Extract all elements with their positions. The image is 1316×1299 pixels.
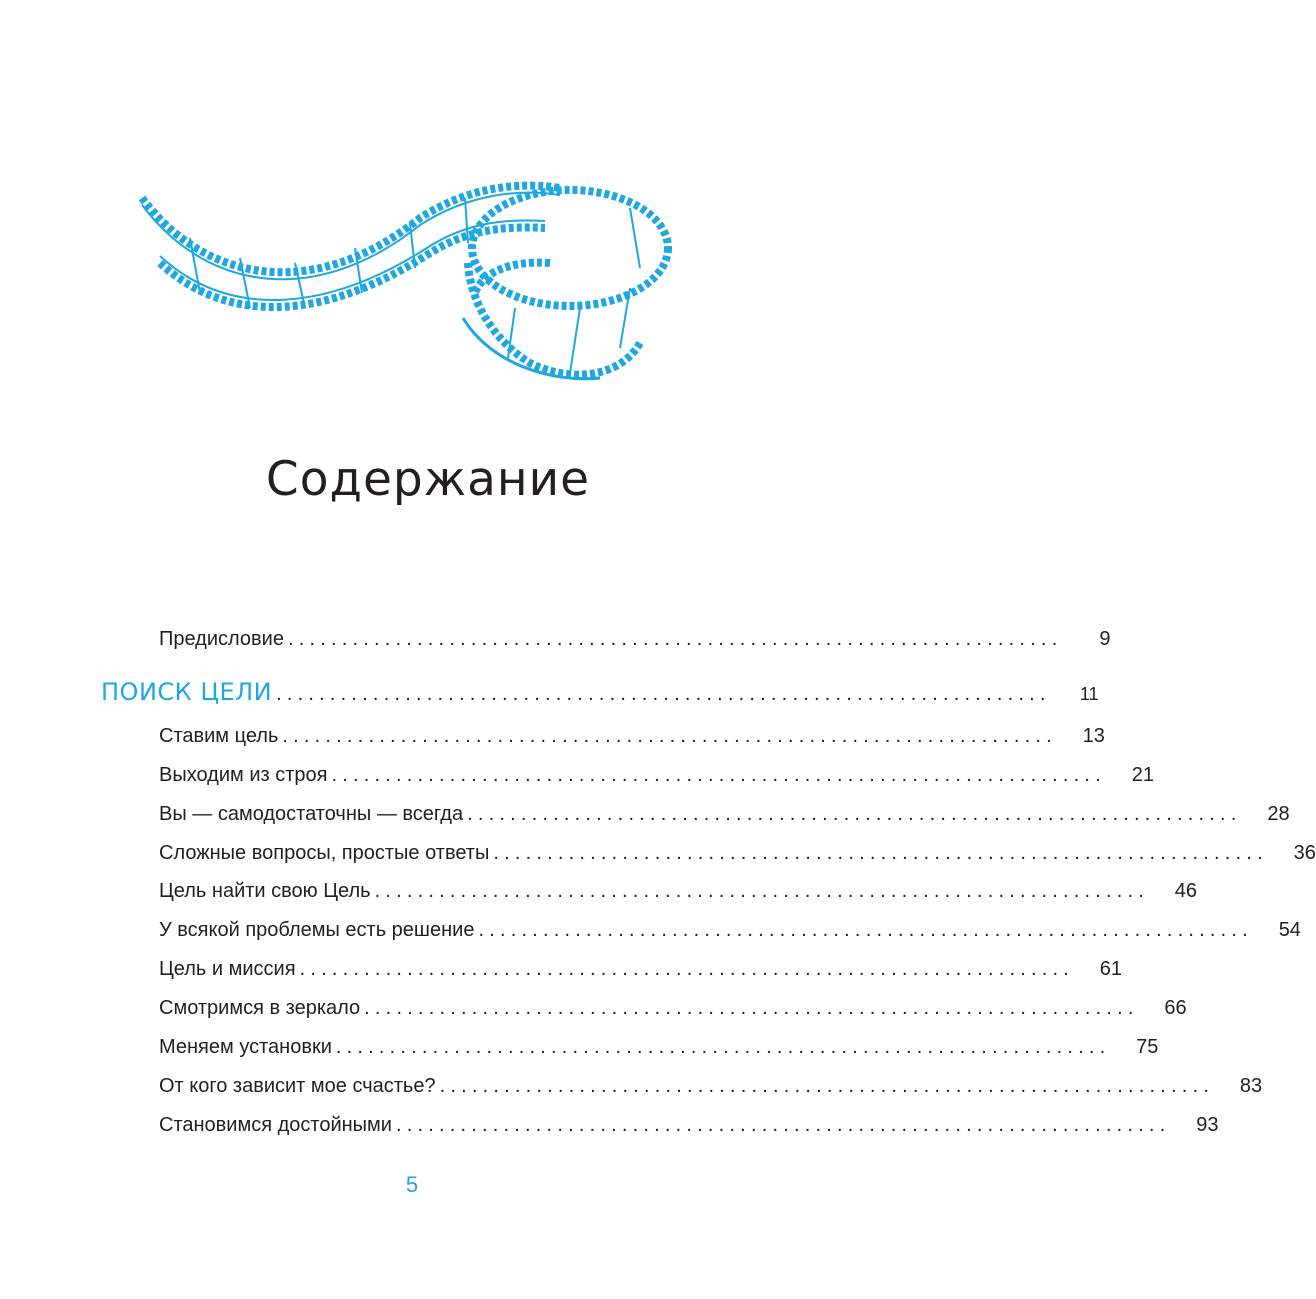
toc-entry-label: Ставим цель bbox=[159, 725, 279, 747]
toc-entry-label: Сложные вопросы, простые ответы bbox=[159, 842, 490, 864]
toc-entry-label: Выходим из строя bbox=[159, 764, 328, 786]
toc-entry-label: От кого зависит мое счастье? bbox=[159, 1075, 436, 1097]
toc-entry-page: 66 bbox=[1164, 997, 1187, 1019]
leader-dots: ........................................................................ bbox=[395, 1114, 1171, 1136]
toc-entry-label: Смотримся в зеркало bbox=[159, 997, 361, 1019]
leader-dots: ........................................................................ bbox=[282, 725, 1057, 747]
toc-entry-page: 36 bbox=[1293, 842, 1316, 864]
toc-entry-page: 93 bbox=[1196, 1114, 1219, 1136]
toc-entry bbox=[159, 996, 1187, 1020]
toc-entry-page: 83 bbox=[1239, 1075, 1263, 1097]
section-page: 11 bbox=[1079, 684, 1099, 704]
leader-dots: ........................................................................ bbox=[467, 803, 1242, 825]
toc-section-heading bbox=[101, 678, 1099, 706]
toc-entry-preface bbox=[159, 627, 1111, 651]
leader-dots: ........................................................................ bbox=[299, 958, 1075, 980]
film-strip-icon bbox=[130, 168, 690, 398]
leader-dots: ........................................................................ bbox=[276, 683, 1051, 705]
toc-entry bbox=[159, 1113, 1219, 1137]
leader-dots: ........................................................................ bbox=[287, 628, 1063, 650]
toc-entry-page: 21 bbox=[1131, 764, 1154, 786]
toc-entry-label: У всякой проблемы есть решение bbox=[159, 919, 475, 941]
section-title: ПОИСК ЦЕЛИ bbox=[101, 678, 273, 706]
toc-entry bbox=[159, 957, 1123, 981]
toc-entry-label: Становимся достойными bbox=[159, 1114, 392, 1136]
toc-entry bbox=[159, 1035, 1159, 1059]
toc-entry bbox=[159, 841, 1316, 865]
toc-entry bbox=[159, 763, 1154, 787]
toc-entry-page: 54 bbox=[1278, 919, 1301, 941]
toc-entry-label: Вы — самодостаточны — всегда bbox=[159, 803, 464, 825]
toc-entry-page: 13 bbox=[1082, 725, 1105, 747]
leader-dots: ........................................................................ bbox=[335, 1036, 1111, 1058]
toc-entry-label: Цель и миссия bbox=[159, 958, 296, 980]
page-title: Содержание bbox=[265, 452, 591, 507]
toc-entry-page: 28 bbox=[1267, 803, 1290, 825]
leader-dots: ........................................................................ bbox=[493, 842, 1268, 864]
leader-dots: ........................................................................ bbox=[364, 997, 1139, 1019]
toc-entry bbox=[159, 879, 1198, 903]
toc-entry-label: Предисловие bbox=[159, 628, 284, 650]
leader-dots: ........................................................................ bbox=[374, 880, 1150, 902]
toc-entry-page: 61 bbox=[1099, 958, 1123, 980]
toc-entry-page: 75 bbox=[1136, 1036, 1159, 1058]
leader-dots: ........................................................................ bbox=[478, 919, 1253, 941]
toc-entry-label: Меняем установки bbox=[159, 1036, 332, 1058]
toc-entry-page: 9 bbox=[1099, 628, 1111, 650]
leader-dots: ........................................................................ bbox=[331, 764, 1106, 786]
toc-entry bbox=[159, 802, 1290, 826]
toc-entry bbox=[159, 918, 1301, 942]
toc-entry bbox=[159, 724, 1105, 748]
toc-entry-label: Цель найти свою Цель bbox=[159, 880, 371, 902]
toc-entry-page: 46 bbox=[1174, 880, 1198, 902]
toc-entry bbox=[159, 1074, 1263, 1098]
leader-dots: ........................................................................ bbox=[439, 1075, 1215, 1097]
page-number: 5 bbox=[405, 1172, 419, 1197]
